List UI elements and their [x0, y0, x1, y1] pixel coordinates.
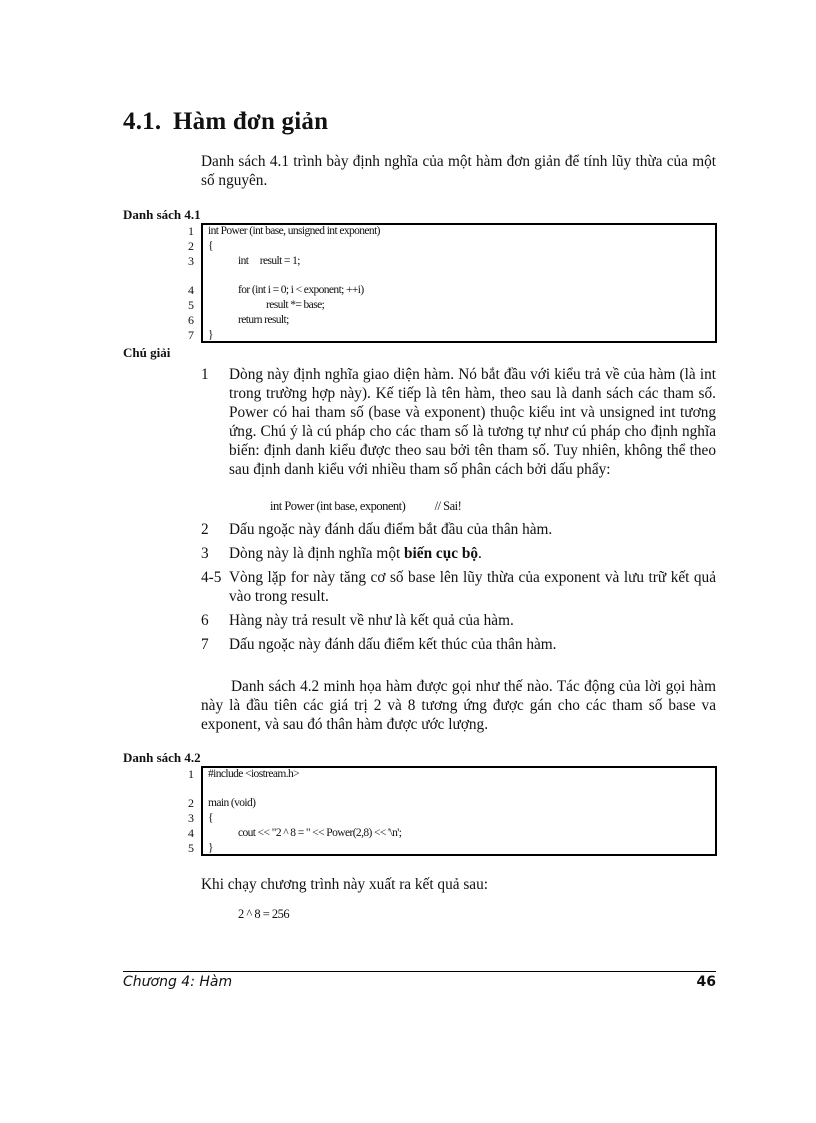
- listing1-line-number: 3: [188, 254, 194, 268]
- listing1-line-number: 6: [188, 313, 194, 327]
- note-number: 4-5: [201, 569, 222, 586]
- note-example-comment: // Sai!: [434, 499, 462, 513]
- listing1-line-number: 4: [188, 283, 194, 297]
- listing2-code-line: cout << "2 ^ 8 = " << Power(2,8) << '\n';: [238, 827, 402, 839]
- output-intro: Khi chạy chương trình này xuất ra kết quả sau:: [201, 876, 488, 893]
- note-number: 3: [201, 545, 209, 562]
- note-text: Dòng này định nghĩa giao diện hàm. Nó bắt đầu với kiểu trả về của hàm (là int trong trường hợp này). Kế tiếp là tên hàm, theo sau là danh sách các tham số. Power có hai tham số (base và exponent) thuộc kiểu int và unsigned int tương ứng. Chú ý là cú pháp cho các tham số là tương tự như cú pháp cho định nghĩa biến: định danh kiểu được theo sau bởi tên tham số. Tuy nhiên, không thể theo sau định danh kiểu với nhiều tham số phân cách bởi dấu phẩy:: [229, 366, 716, 478]
- listing1-code-line: int Power (int base, unsigned int exponent): [208, 225, 380, 237]
- note-text: Dấu ngoặc này đánh dấu điểm kết thúc của thân hàm.: [229, 636, 557, 653]
- note-example: [270, 499, 461, 514]
- footer-rule: [123, 971, 716, 972]
- notes-label: Chú giải: [123, 345, 171, 360]
- listing1-line-number: 5: [188, 298, 194, 312]
- note-number: 2: [201, 521, 209, 538]
- listing2-label: Danh sách 4.2: [123, 750, 201, 765]
- intro-paragraph: Danh sách 4.1 trình bày định nghĩa của một hàm đơn giản để tính lũy thừa của một số nguyên.: [201, 153, 716, 189]
- section-number: 4.1.: [123, 108, 162, 135]
- listing1-code-line: }: [208, 329, 213, 341]
- note-item: [201, 568, 716, 608]
- note-text: Hàng này trả result về như là kết quả của hàm.: [229, 612, 514, 629]
- listing1-code-line: {: [208, 240, 213, 252]
- listing2-line-number: 1: [188, 767, 194, 781]
- note-text-start: Dòng này là định nghĩa một: [229, 545, 405, 562]
- section-title: Hàm đơn giản: [173, 108, 329, 135]
- note-text-end: .: [478, 545, 482, 562]
- note-number: 1: [201, 366, 209, 383]
- note-item: [201, 520, 716, 540]
- listing2-line-number: 2: [188, 796, 194, 810]
- note-item: [201, 635, 716, 655]
- listing1-code-line: for (int i = 0; i < exponent; ++i): [238, 284, 364, 296]
- note-number: 7: [201, 636, 209, 653]
- note-item: [201, 365, 716, 497]
- listing2-code-line: #include <iostream.h>: [208, 768, 300, 780]
- note-text: Vòng lặp for này tăng cơ số base lên lũy thừa của exponent và lưu trữ kết quả vào trong result.: [229, 569, 716, 605]
- listing1-line-number: 7: [188, 328, 194, 342]
- listing2-intro-paragraph: Danh sách 4.2 minh họa hàm được gọi như thế nào. Tác động của lời gọi hàm này là đầu tiên các giá trị 2 và 8 tương ứng được gán cho các tham số base va exponent, và sau đó thân hàm được ước lượng.: [201, 678, 716, 733]
- listing1-line-number: 1: [188, 224, 194, 238]
- note-bold-term: biến cục bộ: [404, 545, 478, 562]
- program-output: 2 ^ 8 = 256: [238, 907, 290, 921]
- footer-page-number: 46: [696, 974, 716, 990]
- listing1-code-line: result *= base;: [266, 299, 325, 311]
- section-heading: [123, 108, 328, 136]
- note-number: 6: [201, 612, 209, 629]
- listing1-label: Danh sách 4.1: [123, 207, 201, 222]
- note-item: [201, 611, 716, 631]
- listing1-line-number: 2: [188, 239, 194, 253]
- note-text: [229, 544, 716, 563]
- listing2-code-line: main (void): [208, 797, 256, 809]
- listing2-code-line: {: [208, 812, 213, 824]
- note-example-code: int Power (int base, exponent): [270, 499, 406, 513]
- note-item: [201, 544, 716, 564]
- listing2-line-number: 4: [188, 826, 194, 840]
- note-text: Dấu ngoặc này đánh dấu điểm bắt đầu của thân hàm.: [229, 521, 553, 538]
- listing2-line-number: 5: [188, 841, 194, 855]
- listing2-line-number: 3: [188, 811, 194, 825]
- footer-chapter: Chương 4: Hàm: [123, 974, 233, 990]
- listing1-code-line: return result;: [238, 314, 289, 326]
- listing2-code-line: }: [208, 842, 213, 854]
- listing1-code-line: int result = 1;: [238, 255, 300, 267]
